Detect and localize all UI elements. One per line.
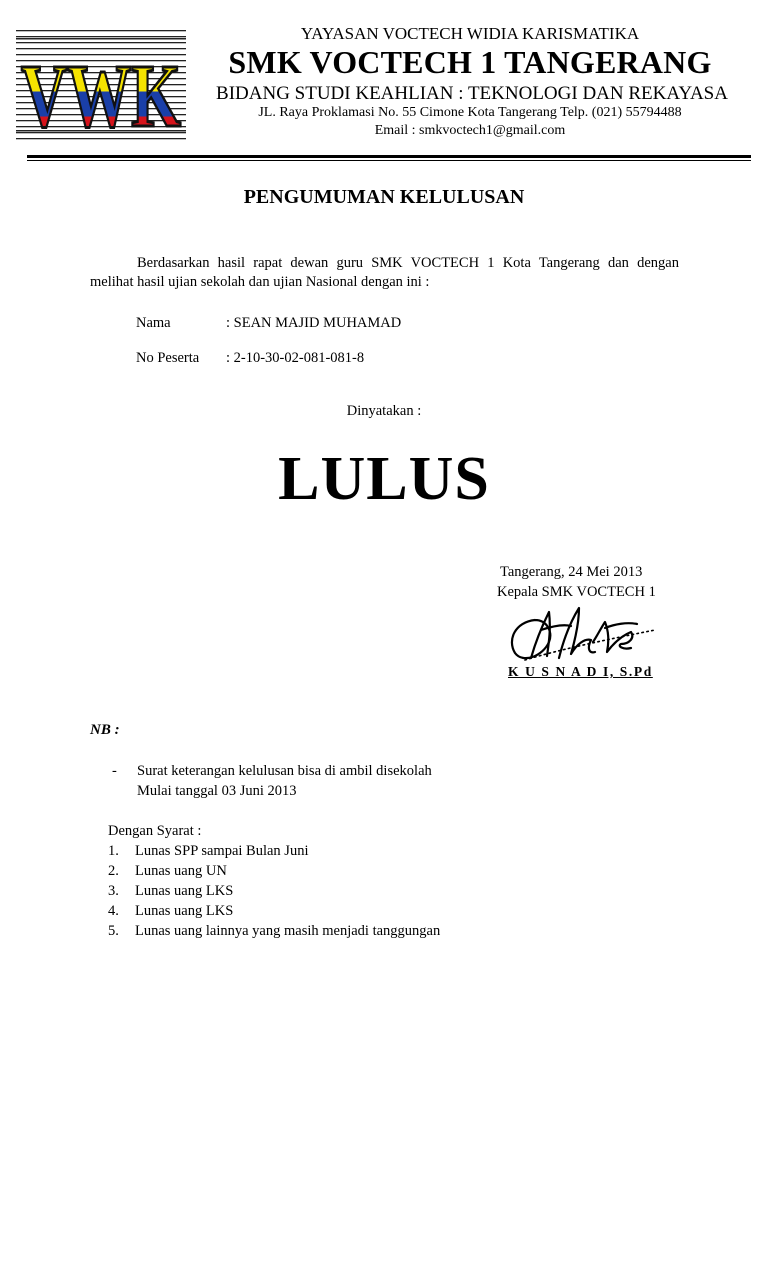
requirement-item: Lunas uang UN	[135, 863, 227, 879]
requirement-number: 2.	[108, 863, 119, 879]
school-address: JL. Raya Proklamasi No. 55 Cimone Kota Tangerang Telp. (021) 55794488	[258, 105, 682, 120]
requirements-title: Dengan Syarat :	[108, 823, 202, 839]
field-of-study: BIDANG STUDI KEAHLIAN : TEKNOLOGI DAN REKAYASA	[216, 83, 728, 104]
signer-name: K U S N A D I, S.Pd	[508, 664, 653, 679]
foundation-name: YAYASAN VOCTECH WIDIA KARISMATIKA	[300, 24, 640, 43]
notes-line-2: Mulai tanggal 03 Juni 2013	[137, 783, 297, 799]
notes-heading: NB :	[90, 722, 120, 738]
participant-number-value: : 2-10-30-02-081-081-8	[226, 350, 365, 366]
requirement-number: 4.	[108, 903, 119, 919]
document-title: PENGUMUMAN KELULUSAN	[243, 186, 525, 208]
handwritten-signature	[505, 598, 660, 666]
requirement-item: Lunas uang LKS	[135, 903, 234, 919]
requirement-item: Lunas uang lainnya yang masih menjadi tanggungan	[135, 923, 441, 939]
school-email: Email : smkvoctech1@gmail.com	[374, 123, 566, 138]
requirement-number: 5.	[108, 923, 119, 939]
signer-position: Kepala SMK VOCTECH 1	[497, 584, 656, 600]
participant-number-label: No Peserta	[136, 350, 200, 366]
logo-letters: VWK	[21, 47, 181, 146]
notes-line-1: Surat keterangan kelulusan bisa di ambil disekolah	[137, 763, 432, 779]
school-name: SMK VOCTECH 1 TANGERANG	[228, 44, 712, 80]
requirement-item: Lunas SPP sampai Bulan Juni	[135, 843, 309, 859]
header-divider-thin	[27, 160, 751, 161]
requirement-item: Lunas uang LKS	[135, 883, 234, 899]
requirement-number: 1.	[108, 843, 119, 859]
intro-line-2: melihat hasil ujian sekolah dan ujian Nasional dengan ini :	[90, 274, 430, 290]
notes-bullet: -	[112, 763, 117, 779]
intro-line-1: Berdasarkan hasil rapat dewan guru SMK VOCTECH 1 Kota Tangerang dan dengan	[137, 255, 679, 271]
place-date: Tangerang, 24 Mei 2013	[500, 564, 643, 580]
name-label: Nama	[136, 315, 171, 331]
requirement-number: 3.	[108, 883, 119, 899]
result-text: LULUS	[278, 445, 490, 513]
declared-label: Dinyatakan :	[346, 403, 422, 419]
school-logo	[16, 30, 186, 146]
name-value: : SEAN MAJID MUHAMAD	[226, 315, 402, 331]
header-divider-thick	[27, 155, 751, 158]
